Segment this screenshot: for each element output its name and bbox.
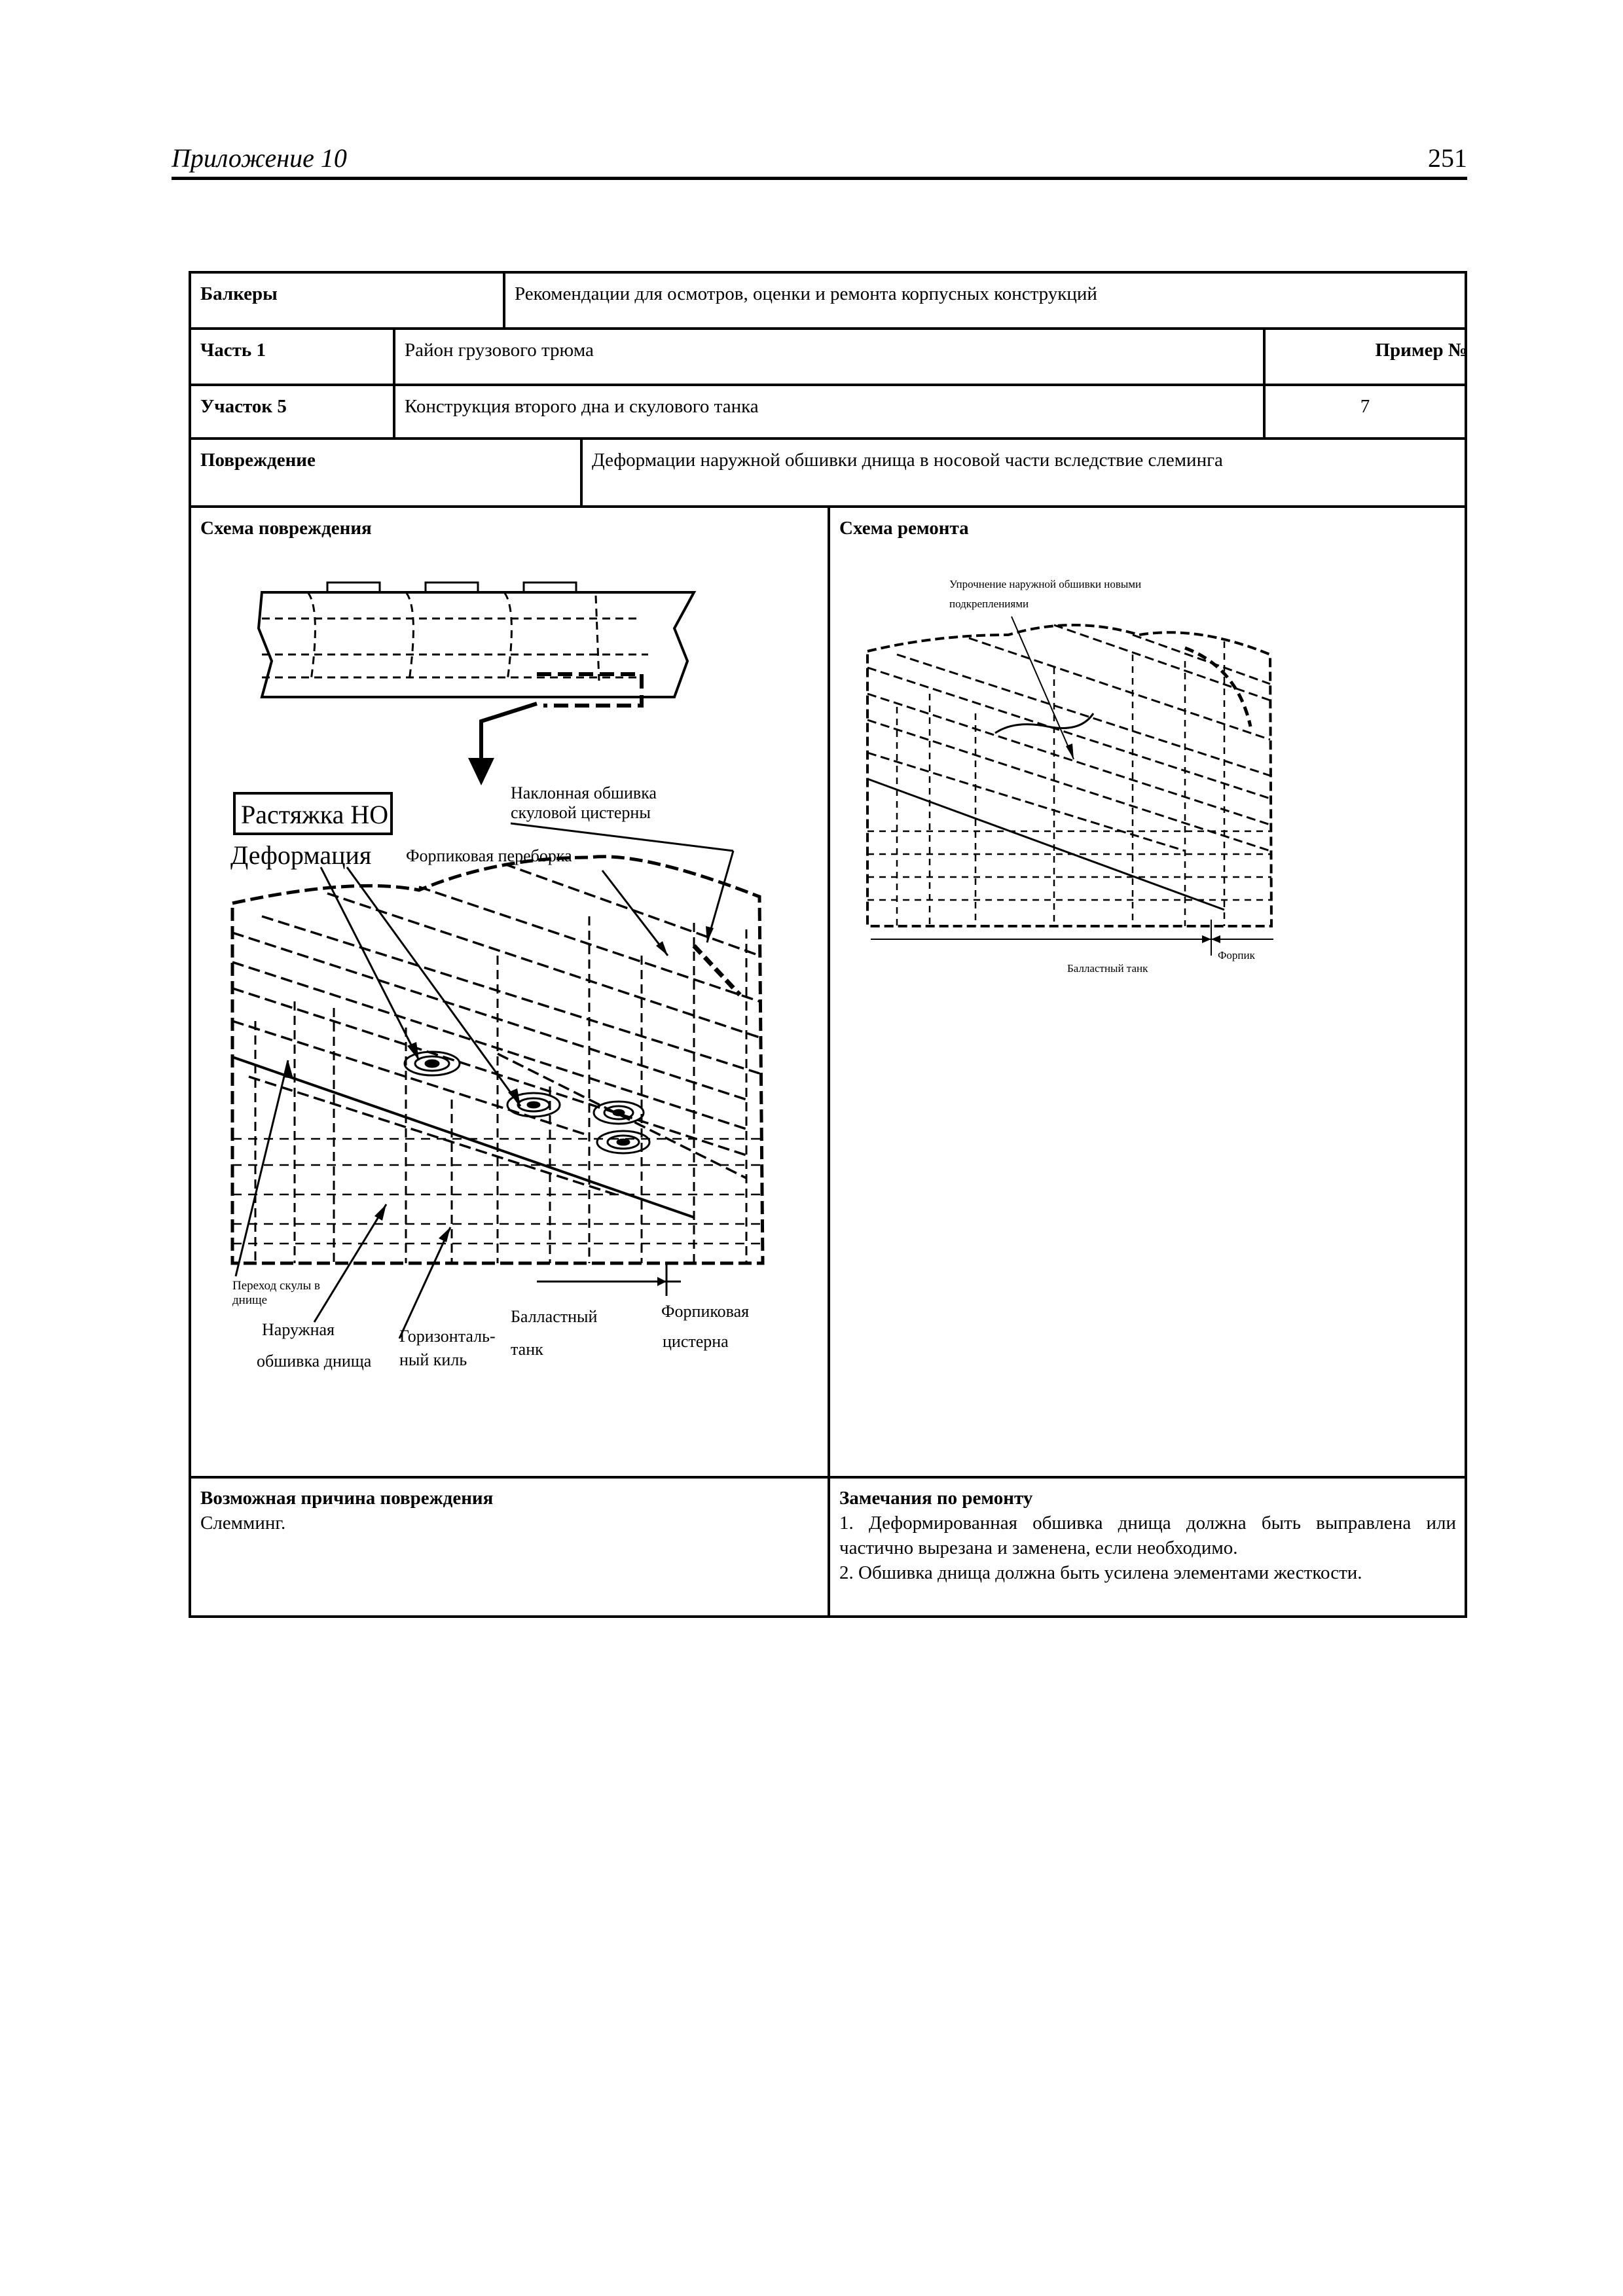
repair-notes-label: Замечания по ремонту — [839, 1488, 1033, 1509]
part-value: Район грузового трюма — [405, 340, 594, 361]
section-value: Конструкция второго дна и скулового танка — [405, 396, 759, 417]
row-line-1 — [189, 327, 1467, 330]
damage-value: Деформации наружной обшивки днища в носовой части вследствие слеминга — [592, 450, 1223, 471]
horizontal-keel-label-2: ный киль — [399, 1350, 467, 1369]
repair-note-1: 1. Деформированная обшивка днища должна быть выправлена или частично вырезана и заменена, если необходимо. — [839, 1513, 1456, 1558]
sloped-plating-label-2: скуловой цистерны — [511, 803, 651, 822]
ballast-tank-label-1: Балластный — [511, 1307, 598, 1326]
cause-label: Возможная причина повреждения — [200, 1488, 494, 1509]
bilge-transition-label-2: днище — [232, 1293, 268, 1307]
header-rule — [172, 177, 1467, 180]
repair-ballast-tank-label: Балластный танк — [1067, 962, 1148, 975]
damaged-structure — [232, 823, 763, 1338]
damage-diagram — [223, 550, 812, 1420]
sloped-plating-label-1: Наклонная обшивка — [511, 783, 657, 802]
hull-profile — [259, 583, 694, 785]
col-line-damage — [580, 437, 583, 505]
forepeak-bulkhead-label: Форпиковая переборка — [406, 846, 572, 865]
document-title: Рекомендации для осмотров, оценки и ремонта корпусных конструкций — [515, 283, 1097, 304]
col-line-title — [503, 271, 505, 327]
cause-value: Слемминг. — [200, 1513, 286, 1534]
row-line-2 — [189, 384, 1467, 386]
ship-type-label: Балкеры — [200, 283, 278, 304]
damage-labels-bottom — [232, 1279, 749, 1371]
outer-plating-label-1: Наружная — [262, 1320, 335, 1339]
deformation-label: Деформация — [230, 840, 372, 870]
example-label: Пример № — [1375, 340, 1467, 361]
damage-label: Повреждение — [200, 450, 316, 471]
forepeak-tank-label-2: цистерна — [663, 1332, 729, 1351]
section-label: Участок 5 — [200, 396, 287, 417]
repair-labels-top — [949, 578, 1141, 610]
example-number: 7 — [1360, 396, 1370, 417]
outer-plating-label-2: обшивка днища — [257, 1352, 372, 1371]
repair-structure — [867, 617, 1273, 956]
repair-labels-bottom — [1067, 949, 1256, 975]
repair-scheme-label: Схема ремонта — [839, 518, 969, 539]
bilge-transition-label-1: Переход скулы в — [232, 1279, 321, 1293]
col-line-part — [393, 327, 395, 437]
repair-forepeak-label: Форпик — [1218, 949, 1255, 961]
appendix-label: Приложение 10 — [172, 143, 347, 173]
horizontal-keel-label-1: Горизонталь- — [399, 1327, 496, 1346]
reinforcement-label-2: подкреплениями — [949, 598, 1029, 610]
forepeak-tank-label-1: Форпиковая — [661, 1302, 750, 1321]
repair-note-2: 2. Обшивка днища должна быть усилена элементами жесткости. — [839, 1562, 1362, 1583]
ballast-tank-label-2: танк — [511, 1340, 543, 1359]
row-line-3 — [189, 437, 1467, 440]
damage-scheme-label: Схема повреждения — [200, 518, 372, 539]
reinforcement-label-1: Упрочнение наружной обшивки новыми — [949, 578, 1142, 590]
part-label: Часть 1 — [200, 340, 266, 361]
repair-diagram — [858, 563, 1316, 1047]
page-number: 251 — [1428, 143, 1467, 173]
stretch-box-label: Растяжка НО — [241, 800, 389, 829]
col-line-middle — [828, 505, 830, 1618]
